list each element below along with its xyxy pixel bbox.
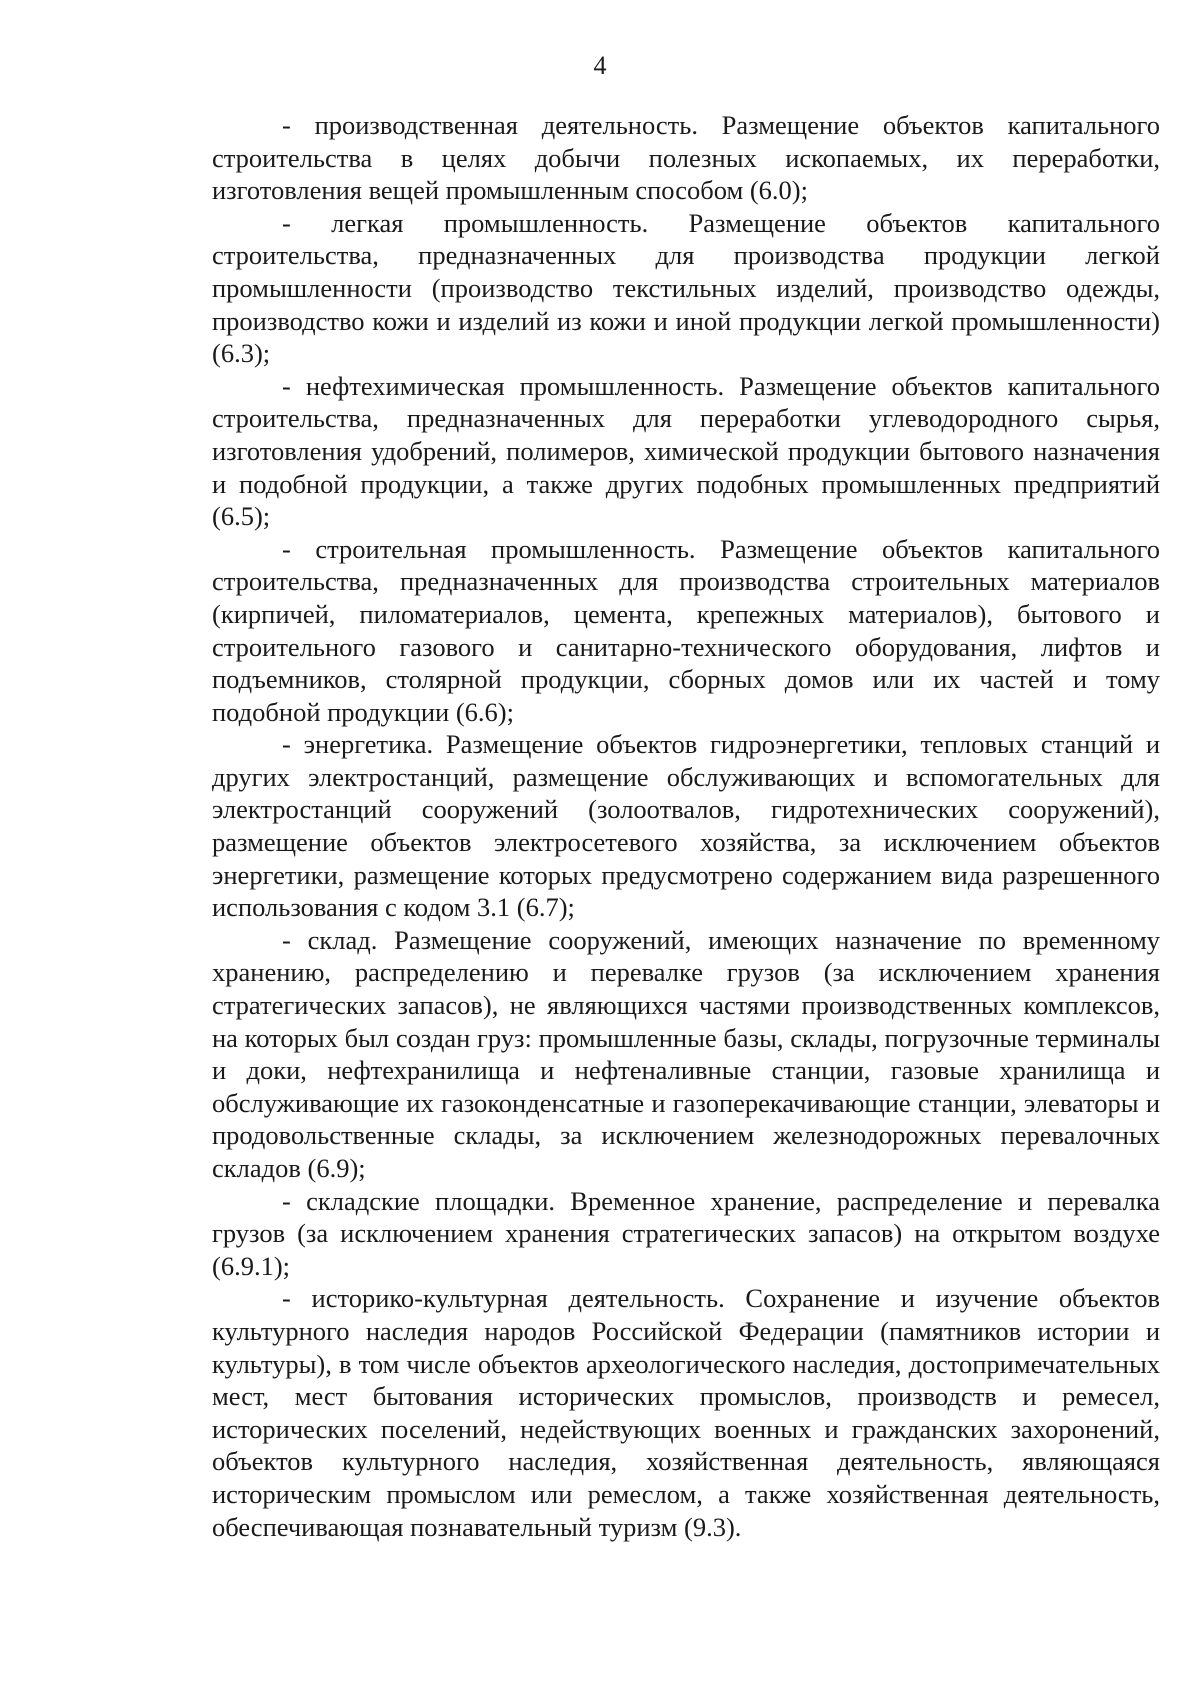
paragraph-historical-cultural-activity: - историко-культурная деятельность. Сохранение и изучение объектов культурного наследия народов Российской Федерации (памятников истории и культуры), в том числе объектов археологического наследия, достопримечательных мест, мест бытования исторических промыслов, производств и ремесел, исторических поселений, недействующих военных и гражданских захоронений, объектов культурного наследия, хозяйственная деятельность, являющаяся историческим промыслом или ремеслом, а также хозяйственная деятельность, обеспечивающая познавательный туризм (9.3).	[212, 1283, 1160, 1542]
paragraph-storage-sites: - складские площадки. Временное хранение, распределение и перевалка грузов (за исключением хранения стратегических запасов) на открытом воздухе (6.9.1);	[212, 1185, 1160, 1281]
paragraph-petrochemical-industry: - нефтехимическая промышленность. Размещение объектов капитального строительства, предназначенных для переработки углеводородного сырья, изготовления удобрений, полимеров, химической продукции бытового назначения и подобной продукции, а также других подобных промышленных предприятий (6.5);	[212, 370, 1160, 532]
paragraph-energy: - энергетика. Размещение объектов гидроэнергетики, тепловых станций и других электростанций, размещение обслуживающих и вспомогательных для электростанций сооружений (золоотвалов, гидротехнических сооружений), размещение объектов электросетевого хозяйства, за исключением объектов энергетики, размещение которых предусмотрено содержанием вида разрешенного использования с кодом 3.1 (6.7);	[212, 729, 1160, 923]
paragraph-warehouse: - склад. Размещение сооружений, имеющих назначение по временному хранению, распределению и перевалке грузов (за исключением хранения стратегических запасов), не являющихся частями производственных комплексов, на которых был создан груз: промышленные базы, склады, погрузочные терминалы и доки, нефтехранилища и нефтеналивные станции, газовые хранилища и обслуживающие их газоконденсатные и газоперекачивающие станции, элеваторы и продовольственные склады, за исключением железнодорожных перевалочных складов (6.9);	[212, 924, 1160, 1183]
page-number: 4	[593, 51, 607, 80]
paragraph-production-activity: - производственная деятельность. Размещение объектов капитального строительства в целях добычи полезных ископаемых, их переработки, изготовления вещей промышленным способом (6.0);	[212, 110, 1160, 206]
paragraph-construction-industry: - строительная промышленность. Размещение объектов капитального строительства, предназначенных для производства строительных материалов (кирпичей, пиломатериалов, цемента, крепежных материалов), бытового и строительного газового и санитарно-технического оборудования, лифтов и подъемников, столярной продукции, сборных домов или их частей и тому подобной продукции (6.6);	[212, 533, 1160, 727]
paragraph-light-industry: - легкая промышленность. Размещение объектов капитального строительства, предназначенных для производства продукции легкой промышленности (производство текстильных изделий, производство одежды, производство кожи и изделий из кожи и иной продукции легкой промышленности) (6.3);	[212, 207, 1160, 369]
document-body	[212, 109, 1160, 1543]
